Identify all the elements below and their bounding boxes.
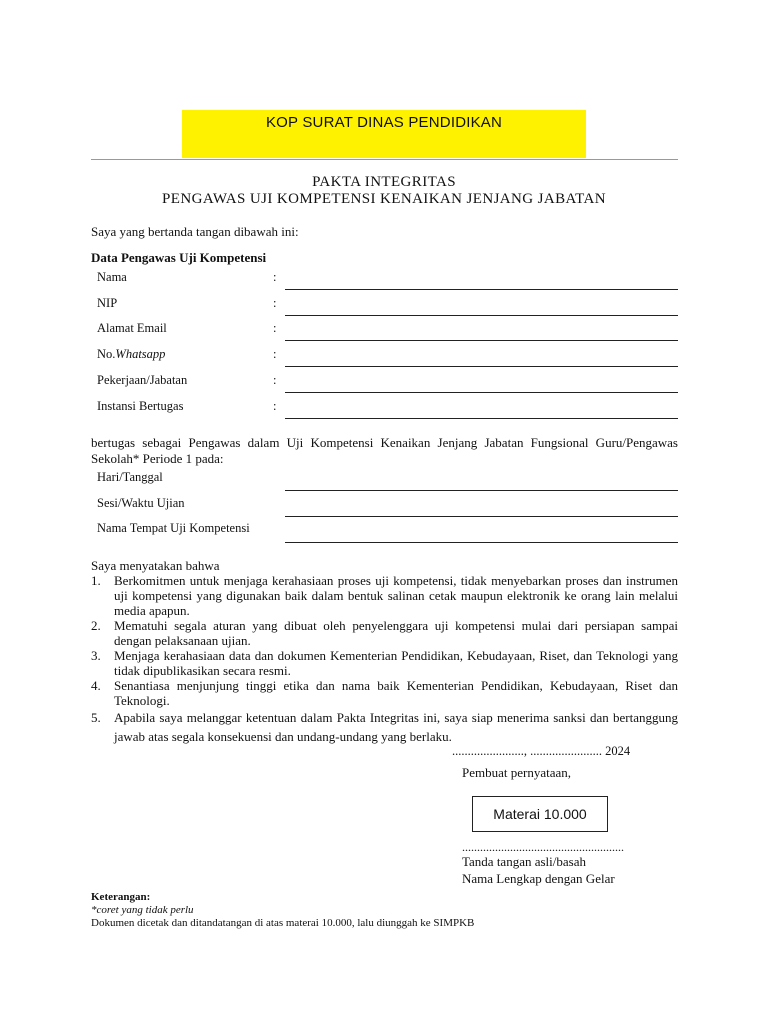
letterhead-placeholder: [182, 110, 586, 158]
field-line-pekerjaan[interactable]: [285, 392, 678, 393]
statement-number: 2.: [91, 618, 101, 633]
statement-item: [91, 618, 678, 648]
field-line-nama[interactable]: [285, 289, 678, 290]
field-line-whatsapp[interactable]: [285, 366, 678, 367]
exam-line-session[interactable]: [285, 516, 678, 517]
statement-number: 4.: [91, 678, 101, 693]
intro-text: Saya yang bertanda tangan dibawah ini:: [91, 224, 299, 239]
exam-line-venue[interactable]: [285, 542, 678, 543]
field-line-instansi[interactable]: [285, 418, 678, 419]
field-label-nama: Nama: [97, 270, 127, 284]
field-colon: :: [273, 296, 277, 310]
field-label-whatsapp: [97, 347, 165, 362]
signer-label: Pembuat pernyataan,: [462, 765, 572, 780]
note-upload: Dokumen dicetak dan ditandatangan di atas materai 10.000, lalu diunggah ke SIMPKB: [91, 917, 475, 929]
field-label-pekerjaan: Pekerjaan/Jabatan: [97, 373, 188, 387]
statement-text: Menjaga kerahasiaan data dan dokumen Kementerian Pendidikan, Kebudayaan, Riset, dan Teknologi yang tidak dipublikasikan secara resmi.: [114, 648, 678, 678]
statement-item: [91, 708, 678, 746]
field-colon: :: [273, 270, 277, 284]
letterhead-text: KOP SURAT DINAS PENDIDIKAN: [265, 114, 503, 131]
header-divider: [91, 159, 678, 160]
statement-intro: Saya menyatakan bahwa: [91, 558, 220, 573]
statement-number: 5.: [91, 710, 101, 725]
document-title: PAKTA INTEGRITAS: [312, 174, 456, 190]
field-label-nip: NIP: [97, 296, 118, 310]
statement-number: 1.: [91, 573, 101, 588]
duty-text: bertugas sebagai Pengawas dalam Uji Kompetensi Kenaikan Jenjang Jabatan Fungsional Guru/Pengawas Sekolah* Periode 1 pada:: [91, 435, 678, 466]
field-label-email: Alamat Email: [97, 321, 167, 335]
statement-item: [91, 573, 678, 618]
exam-label-session: Sesi/Waktu Ujian: [97, 496, 185, 510]
field-label-instansi: Instansi Bertugas: [97, 399, 184, 413]
exam-label-date: Hari/Tanggal: [97, 470, 163, 484]
field-label-italic: Whatsapp: [115, 347, 166, 361]
signature-dots[interactable]: ......................................................: [462, 840, 624, 854]
date-place-line[interactable]: ......................., ....................... 2024: [452, 744, 631, 758]
statement-number: 3.: [91, 648, 101, 663]
exam-label-venue: Nama Tempat Uji Kompetensi: [97, 521, 250, 535]
statement-text: Senantiasa menjunjung tinggi etika dan nama baik Kementerian Pendidikan, Kebudayaan, Riset dan Teknologi.: [114, 678, 678, 708]
statement-list: [91, 573, 678, 746]
statement-item: [91, 678, 678, 708]
field-line-nip[interactable]: [285, 315, 678, 316]
notes-title: Keterangan:: [91, 891, 151, 903]
statement-text: Berkomitmen untuk menjaga kerahasiaan proses uji kompetensi, tidak menyebarkan proses dan instrumen uji kompetensi yang digunakan baik dalam bentuk salinan cetak maupun elektronik ke orang lain melalui media apapun.: [114, 573, 678, 618]
note-strike: *coret yang tidak perlu: [91, 904, 194, 916]
field-colon: :: [273, 321, 277, 335]
field-label-prefix: No.: [97, 347, 116, 361]
section-title: Data Pengawas Uji Kompetensi: [91, 250, 267, 265]
field-colon: :: [273, 399, 277, 413]
exam-line-date[interactable]: [285, 490, 678, 491]
field-colon: :: [273, 373, 277, 387]
name-note: Nama Lengkap dengan Gelar: [462, 871, 615, 886]
statement-text: Mematuhi segala aturan yang dibuat oleh penyelenggara uji kompetensi mulai dari persiapan sampai dengan pelaksanaan ujian.: [114, 618, 678, 648]
document-subtitle: PENGAWAS UJI KOMPETENSI KENAIKAN JENJANG JABATAN: [162, 191, 606, 207]
stamp-box: [472, 796, 608, 832]
signature-note: Tanda tangan asli/basah: [462, 854, 586, 869]
statement-item: [91, 648, 678, 678]
field-line-email[interactable]: [285, 340, 678, 341]
statement-text: Apabila saya melanggar ketentuan dalam Pakta Integritas ini, saya siap menerima sanksi dan bertanggung jawab atas segala konsekuensi dan undang-undang yang berlaku.: [114, 710, 678, 744]
field-colon: :: [273, 347, 277, 361]
stamp-label: Materai 10.000: [493, 806, 587, 822]
